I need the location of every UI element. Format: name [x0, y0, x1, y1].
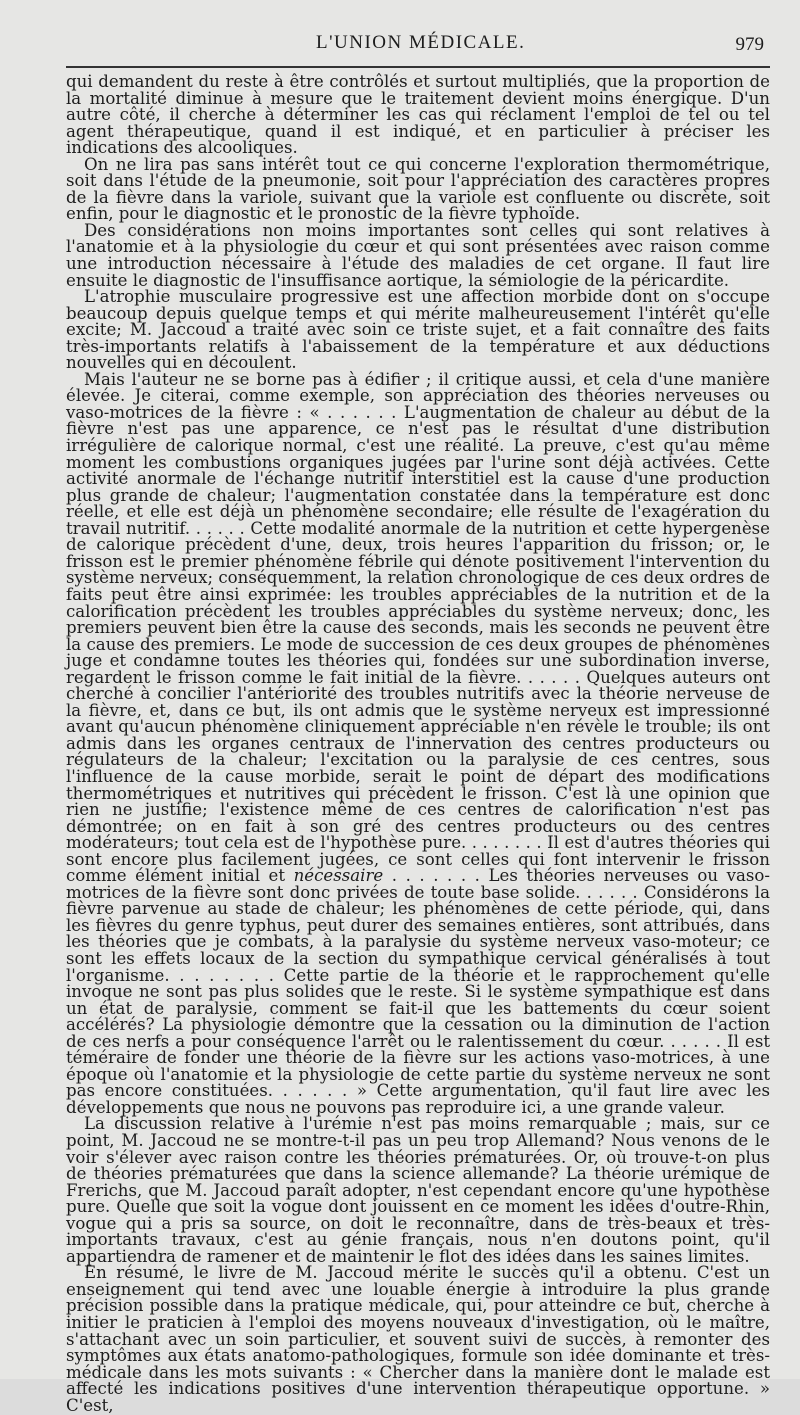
paragraph: On ne lira pas sans intérêt tout ce qui concerne l'exploration thermométrique, soit dans l'étude de la pneumonie, soit pour l'appréciation des caractères propres de la fièvre dans la variole, suivant que la variole est confluente ou discrète, soit enfin, pour le diagnostic et le pronostic de la fièvre typhoïde.	[66, 154, 770, 224]
italic-word: nécessaire	[293, 866, 384, 886]
journal-title: L'UNION MÉDICALE.	[316, 32, 526, 53]
paragraph: Des considérations non moins importantes sont celles qui sont relatives à l'anatomie et à la physiologie du cœur et qui sont présentées avec raison comme une introduction nécessaire à l'étude des maladies de cet organe. Il faut lire ensuite le diagnostic de l'insuffisance aortique, la sémiologie de la péricardite.	[66, 220, 770, 290]
paragraph: La discussion relative à l'urémie n'est pas moins remarquable ; mais, sur ce point, M. Jaccoud ne se montre-t-il pas un peu trop Allemand? Nous venons de le voir s'élever avec raison contre les théories prématurées. Or, où trouve-t-on plus de théories prématurées que dans la science allemande? La théorie urémique de Frerichs, que M. Jaccoud paraît adopter, n'est cependant encore qu'une hypothèse pure. Quelle que soit la vogue dont jouissent en ce moment les idées d'outre-Rhin, vogue qui a pris sa source, on doit le reconnaître, dans de très-beaux et très-importants travaux, c'est au génie français, nous n'en doutons point, qu'il appartiendra de ramener et de maintenir le flot des idées dans les saines limites.	[66, 1114, 770, 1266]
page-number: 979	[735, 34, 764, 55]
paragraph: En résumé, le livre de M. Jaccoud mérite le succès qu'il a obtenu. C'est un enseignement qui tend avec une louable énergie à introduire la plus grande précision possible dans la pratique médicale, qui, pour atteindre ce but, cherche à initier le praticien à l'emploi des moyens nouveaux d'investigation, où le maître, s'attachant avec un soin particulier, et souvent suivi de succès, à remonter des symptômes aux états anatomo-pathologiques, formule son idée dominante et très-médicale dans les mots suivants : « Chercher dans la manière dont le malade est affecté les indications positives d'une intervention thérapeutique opportune. » C'est,	[66, 1263, 770, 1415]
quotation-text: Mais l'auteur ne se borne pas à édifier ; il critique aussi, et cela d'une manière élevée. Je citerai, comme exemple, son appréciation des théories nerveuses ou vaso-motrices de la fièvre : « . . . . . . L'augmentation de chaleur au début de la fièvre n'est pas une apparence, ce n'est pas le résultat d'une distribution irrégulière de calorique normal, c'est une réalité. La preuve, c'est qu'au même moment les combustions organiques jugées par l'urine sont déjà activées. Cette activité anormale de l'échange nutritif interstitiel est la cause d'une production plus grande de chaleur; l'augmentation constatée dans la température est donc réelle, et elle est déjà un phénomène secondaire; elle résulte de l'exagération du travail nutritif. . . . . . Cette modalité anormale de la nutrition et cette hypergenèse de calorique précèdent d'une, deux, trois heures l'apparition du frisson; or, le frisson est le premier phénomène fébrile qui dénote positivement l'intervention du système nerveux; conséquemment, la relation chronologique de ces deux ordres de faits peut être ainsi exprimée: les troubles appréciables de la nutrition et de la calorification précèdent les troubles appréciables du système nerveux; donc, les premiers peuvent bien être la cause des seconds, mais les seconds ne peuvent être la cause des premiers. Le mode de succession de ces deux groupes de phénomènes juge et condamne toutes les théories qui, fondées sur une subordination inverse, regardent le frisson comme le fait initial de la fièvre. . . . . . Quelques auteurs ont cherché à concilier l'antériorité des troubles nutritifs avec la théorie nerveuse de la fièvre, et, dans ce but, ils ont admis que le système nerveux est impressionné avant qu'aucun phénomène cliniquement appréciable n'en révèle le trouble; ils ont admis dans les organes centraux de l'innervation des centres producteurs ou régulateurs de la chaleur; l'excitation ou la paralysie de ces centres, sous l'influence de la cause morbide, serait le point de départ des modifications thermométriques et nutritives qui précèdent le frisson. C'est là une opinion que rien ne justifie; l'existence même de ces centres de calorification n'est pas démontrée; on en fait à son gré des centres producteurs ou des centres modérateurs; tout cela est de l'hypothèse pure. . . . . . . . Il est d'autres théories qui sont encore plus facilement jugées, ce sont celles qui font intervenir le frisson comme élément initial et	[66, 369, 770, 886]
paragraph: L'atrophie musculaire progressive est une affection morbide dont on s'occupe beaucoup depuis quelque temps et qui mérite malheureusement l'intérêt qu'elle excite; M. Jaccoud a traité avec soin ce triste sujet, et a fait connaître des faits très-importants relatifs à l'abaissement de la température et aux déductions nouvelles qui en découlent.	[66, 287, 770, 373]
article-body	[66, 74, 770, 1414]
running-head	[66, 32, 770, 66]
paragraph: qui demandent du reste à être contrôlés et surtout multipliés, que la proportion de la mortalité diminue à mesure que le traitement devient moins énergique. D'un autre côté, il cherche à déterminer les cas qui réclament l'emploi de tel ou tel agent thérapeutique, quand il est indiqué, et en particulier à préciser les indications des alcooliques.	[66, 72, 770, 158]
header-rule	[66, 66, 770, 68]
paragraph-quotation	[66, 369, 770, 1117]
quotation-text-continued: . . . . . . . Les théories nerveuses ou vaso-motrices de la fièvre sont donc privées de toute base solide. . . . . . Considérons la fièvre parvenue au stade de chaleur; les phénomènes de cette période, qui, dans les fièvres du genre typhus, peut durer des semaines entières, sont attribués, dans les théories que je combats, à la paralysie du système nerveux vaso-moteur; ce sont les effets locaux de la section du sympathique cervical généralisés à tout l'organisme. . . . . . . . Cette partie de la théorie et le rapprochement qu'elle invoque ne sont pas plus solides que le reste. Si le système sympathique est dans un état de paralysie, comment se fait-il que les battements du cœur soient accélérés? La physiologie démontre que la cessation ou la diminution de l'action de ces nerfs a pour conséquence l'arrêt ou le ralentissement du cœur. . . . . . Il est téméraire de fonder une théorie de la fièvre sur les actions vaso-motrices, à une époque où l'anatomie et la physiologie de cette partie du système nerveux ne sont pas encore constituées. . . . . . » Cette argumentation, qu'il faut lire avec les développements que nous ne pouvons pas reproduire ici, a une grande valeur.	[66, 866, 770, 1117]
